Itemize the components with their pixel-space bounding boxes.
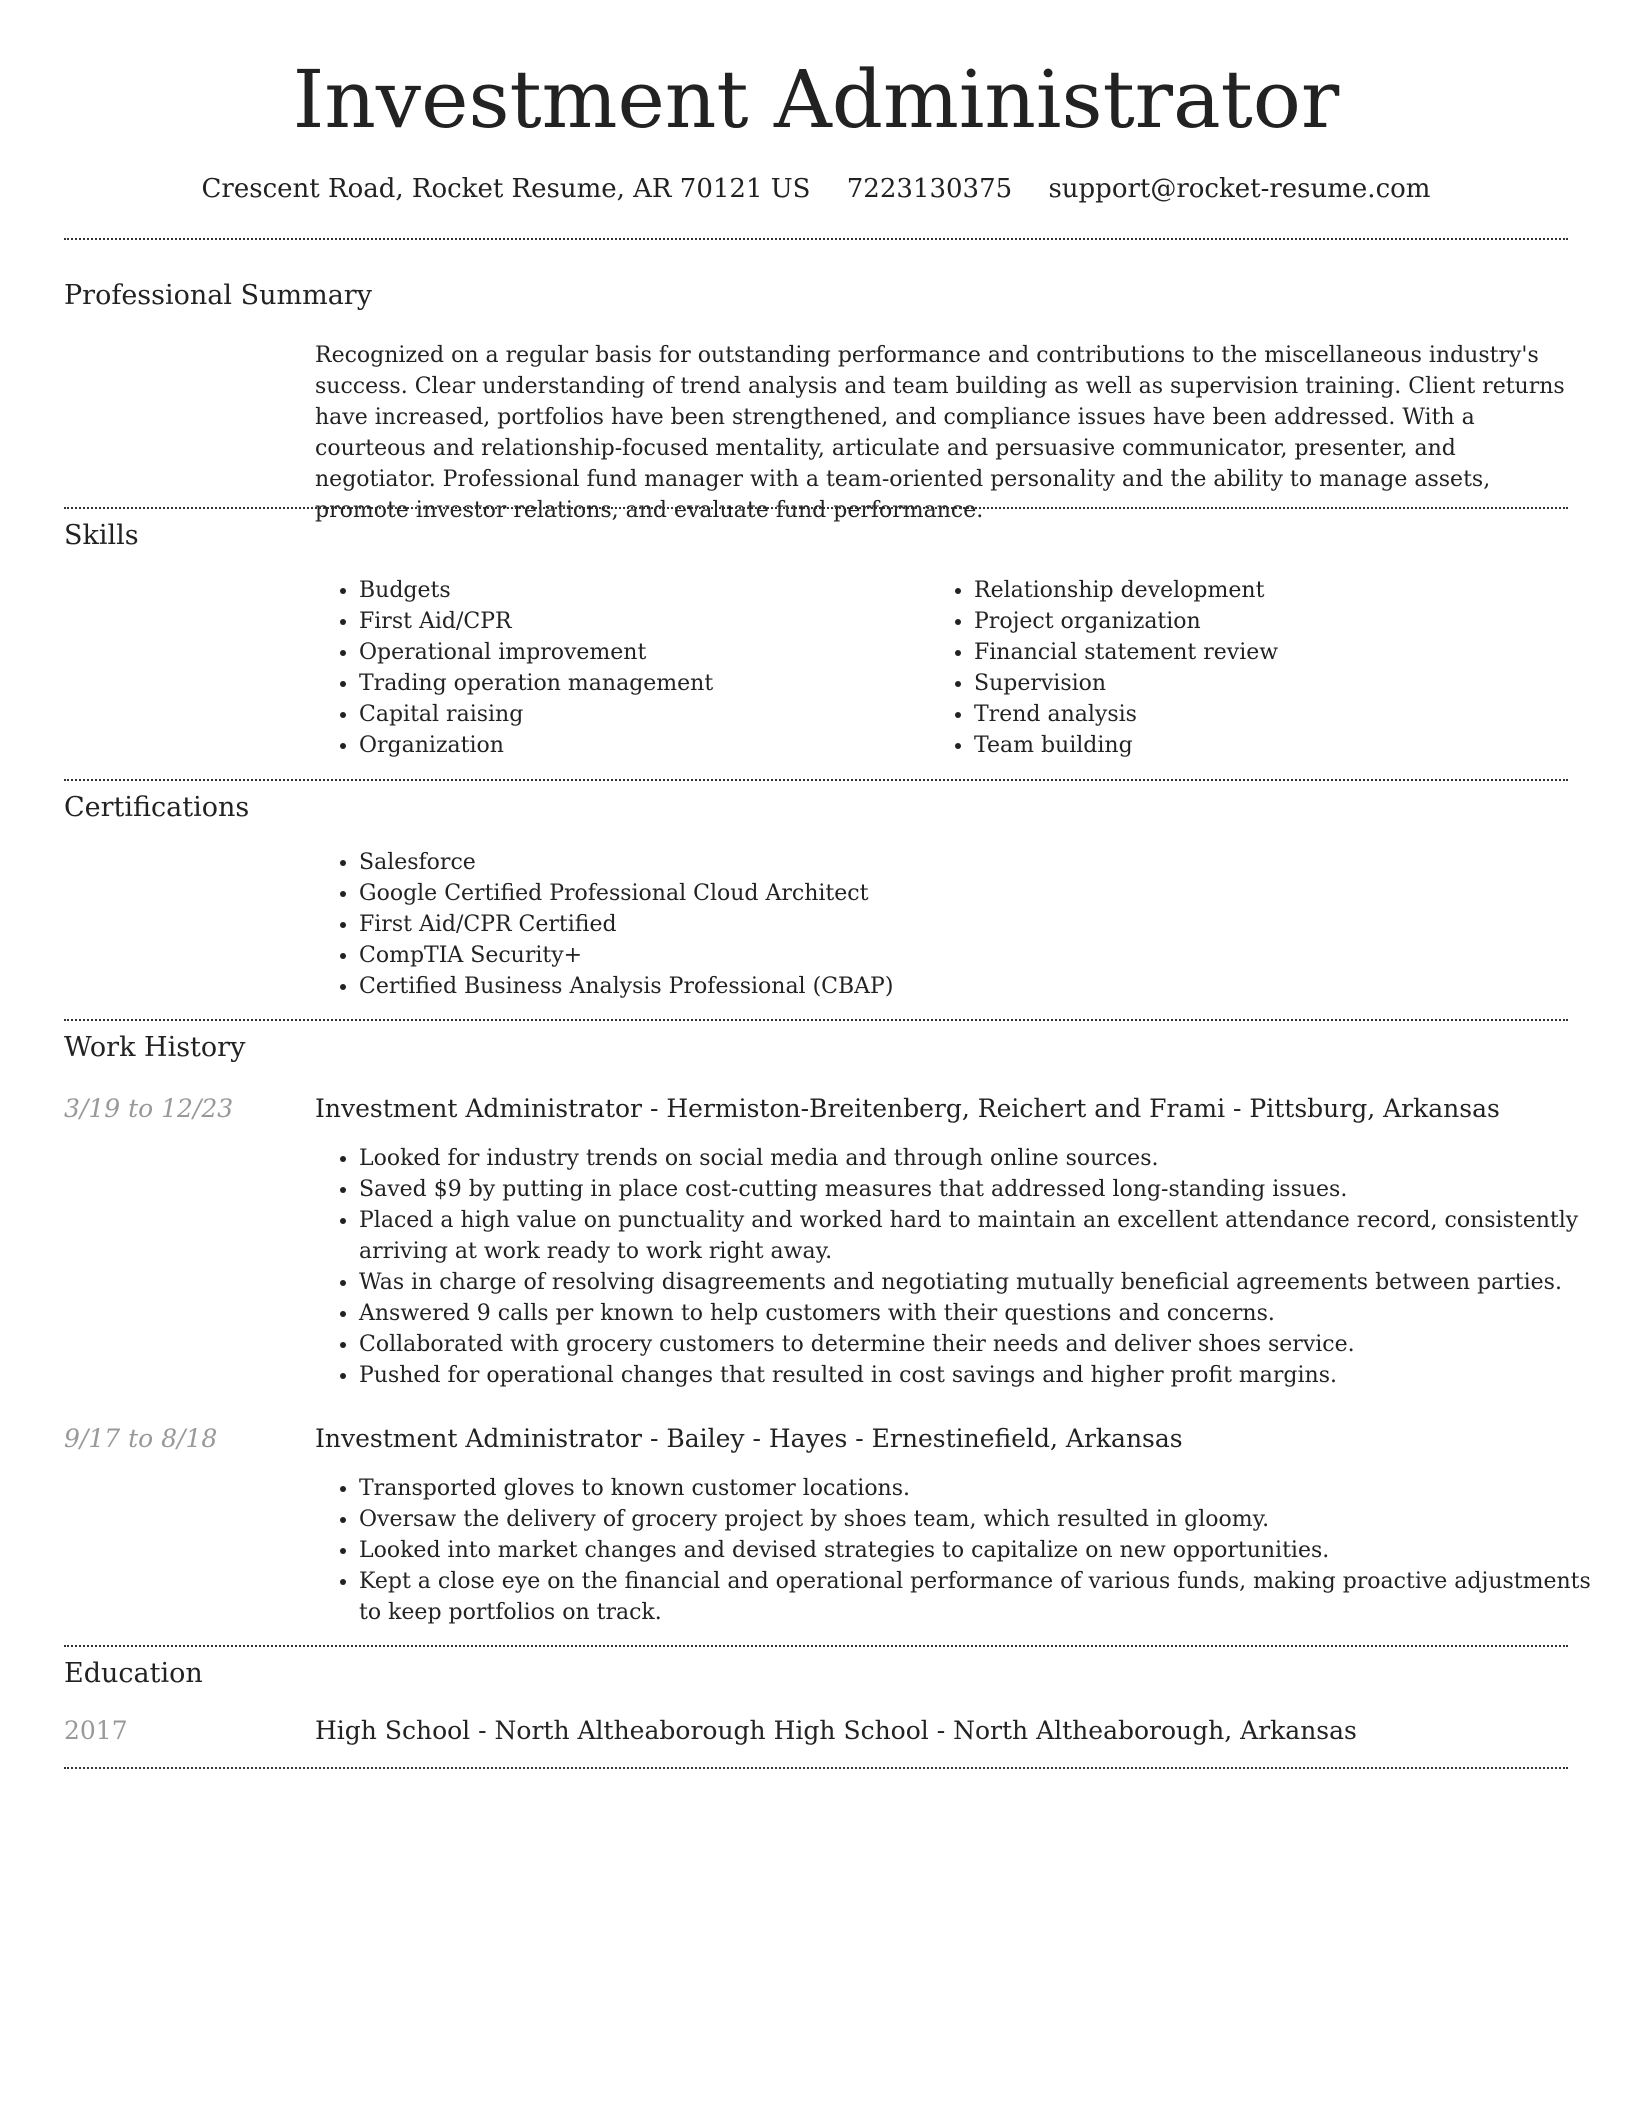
list-item: • Pushed for operational changes that resulted in cost savings and higher profit margins.	[359, 1360, 1604, 1391]
job-heading: Investment Administrator - Bailey - Hayes - Ernestinefield, Arkansas	[315, 1424, 1183, 1453]
list-item: • Saved $9 by putting in place cost-cutting measures that addressed long-standing issues.	[359, 1174, 1604, 1205]
list-item: • Kept a close eye on the financial and operational performance of various funds, making proactive adjustments to keep portfolios on track.	[359, 1566, 1604, 1628]
list-item: • Google Certified Professional Cloud Architect	[359, 878, 1559, 909]
list-item: • First Aid/CPR Certified	[359, 909, 1559, 940]
list-item: • Relationship development	[974, 575, 1574, 606]
list-item: • Supervision	[974, 668, 1574, 699]
job-bullets	[315, 1473, 1604, 1628]
section-title-skills: Skills	[64, 520, 139, 551]
education-year: 2017	[64, 1716, 128, 1745]
section-title-work-history: Work History	[64, 1032, 246, 1063]
education-heading: High School - North Altheaborough High School - North Altheaborough, Arkansas	[315, 1716, 1357, 1745]
section-title-summary: Professional Summary	[64, 280, 372, 311]
list-item: • First Aid/CPR	[359, 606, 919, 637]
list-item: • Looked into market changes and devised strategies to capitalize on new opportunities.	[359, 1535, 1604, 1566]
certifications-list	[315, 847, 1559, 1002]
list-item: • Placed a high value on punctuality and worked hard to maintain an excellent attendance record, consistently arriving at work ready to work right away.	[359, 1205, 1604, 1267]
list-item: • Operational improvement	[359, 637, 919, 668]
section-title-certifications: Certifications	[64, 792, 250, 823]
list-item: • Capital raising	[359, 699, 919, 730]
divider	[64, 1019, 1568, 1021]
divider	[64, 238, 1568, 240]
list-item: • Trend analysis	[974, 699, 1574, 730]
section-title-education: Education	[64, 1658, 203, 1689]
contact-email: support@rocket-resume.com	[1048, 174, 1431, 204]
list-item: • Answered 9 calls per known to help customers with their questions and concerns.	[359, 1298, 1604, 1329]
list-item: • Certified Business Analysis Professional (CBAP)	[359, 971, 1559, 1002]
divider	[64, 1645, 1568, 1647]
list-item: • Collaborated with grocery customers to determine their needs and deliver shoes service.	[359, 1329, 1604, 1360]
job-bullets	[315, 1143, 1604, 1391]
list-item: • Salesforce	[359, 847, 1559, 878]
list-item: • Transported gloves to known customer locations.	[359, 1473, 1604, 1504]
list-item: • Budgets	[359, 575, 919, 606]
list-item: • Team building	[974, 730, 1574, 761]
list-item: • Oversaw the delivery of grocery project by shoes team, which resulted in gloomy.	[359, 1504, 1604, 1535]
skills-list-right	[930, 575, 1574, 761]
list-item: • Project organization	[974, 606, 1574, 637]
candidate-name: Investment Administrator	[292, 53, 1340, 146]
list-item: • CompTIA Security+	[359, 940, 1559, 971]
list-item: • Financial statement review	[974, 637, 1574, 668]
skills-list-left	[315, 575, 919, 761]
contact-line	[0, 170, 1632, 208]
job-heading: Investment Administrator - Hermiston-Breitenberg, Reichert and Frami - Pittsburg, Arkansas	[315, 1094, 1500, 1123]
divider	[64, 1767, 1568, 1769]
job-dates: 9/17 to 8/18	[64, 1424, 218, 1453]
list-item: • Was in charge of resolving disagreements and negotiating mutually beneficial agreements between parties.	[359, 1267, 1604, 1298]
job-dates: 3/19 to 12/23	[64, 1094, 234, 1123]
contact-address: Crescent Road, Rocket Resume, AR 70121 US	[201, 174, 811, 204]
contact-phone: 7223130375	[846, 174, 1013, 204]
list-item: • Organization	[359, 730, 919, 761]
list-item: • Looked for industry trends on social media and through online sources.	[359, 1143, 1604, 1174]
list-item: • Trading operation management	[359, 668, 919, 699]
divider	[64, 507, 1568, 509]
summary-text: Recognized on a regular basis for outstanding performance and contributions to the miscellaneous industry's success. Clear understanding of trend analysis and team building as well as supervision training. Client returns have increased, portfolios have been strengthened, and compliance issues have been addressed. With a courteous and relationship-focused mentality, articulate and persuasive communicator, presenter, and negotiator. Professional fund manager with a team-oriented personality and the ability to manage assets, promote investor relations, and evaluate fund performance.	[315, 343, 1565, 523]
divider	[64, 779, 1568, 781]
